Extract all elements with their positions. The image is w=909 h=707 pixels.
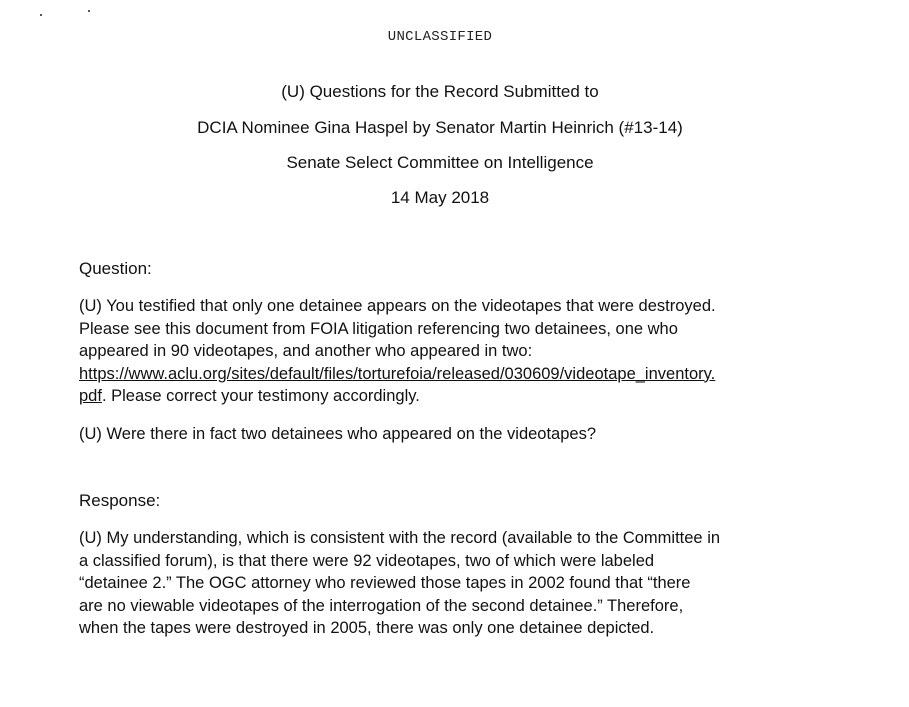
- question-line: appeared in 90 videotapes, and another who appeared in two:: [79, 342, 533, 360]
- title-line-3: Senate Select Committee on Intelligence: [286, 153, 594, 172]
- response-line: a classified forum), is that there were 92 videotapes, two of which were labeled: [79, 551, 655, 570]
- question-link-line: [79, 363, 819, 386]
- scan-speck: [88, 10, 90, 12]
- foia-document-link-continued[interactable]: pdf: [79, 387, 102, 405]
- response-line: are no viewable videotapes of the interrogation of the second detainee.” Therefore,: [79, 596, 684, 615]
- response-line: “detainee 2.” The OGC attorney who reviewed those tapes in 2002 found that “there: [79, 574, 691, 592]
- foia-document-link[interactable]: https://www.aclu.org/sites/default/files/torturefoia/released/030609/videotape_inventory.: [79, 364, 716, 383]
- scan-speck: [40, 14, 42, 16]
- document-date: 14 May 2018: [390, 188, 490, 207]
- response-line: (U) My understanding, which is consistent with the record (available to the Committee in: [79, 529, 721, 547]
- title-line-1: (U) Questions for the Record Submitted to: [281, 82, 599, 101]
- classification-marking: UNCLASSIFIED: [387, 29, 493, 45]
- response-line: when the tapes were destroyed in 2005, there was only one detainee depicted.: [79, 619, 655, 637]
- question-line-tail: . Please correct your testimony accordingly.: [101, 387, 420, 405]
- question-paragraph: [79, 295, 819, 408]
- question-line: [79, 385, 819, 408]
- response-heading: Response:: [79, 491, 161, 510]
- question-heading: Question:: [79, 259, 152, 278]
- response-paragraph: [79, 527, 819, 640]
- question-line: (U) Were there in fact two detainees who appeared on the videotapes?: [79, 425, 597, 443]
- question-line: (U) You testified that only one detainee appears on the videotapes that were destroyed.: [79, 297, 716, 315]
- title-line-2: DCIA Nominee Gina Haspel by Senator Martin Heinrich (#13-14): [197, 118, 683, 137]
- question-line: Please see this document from FOIA litigation referencing two detainees, one who: [79, 319, 678, 338]
- question-paragraph-2: [79, 423, 819, 446]
